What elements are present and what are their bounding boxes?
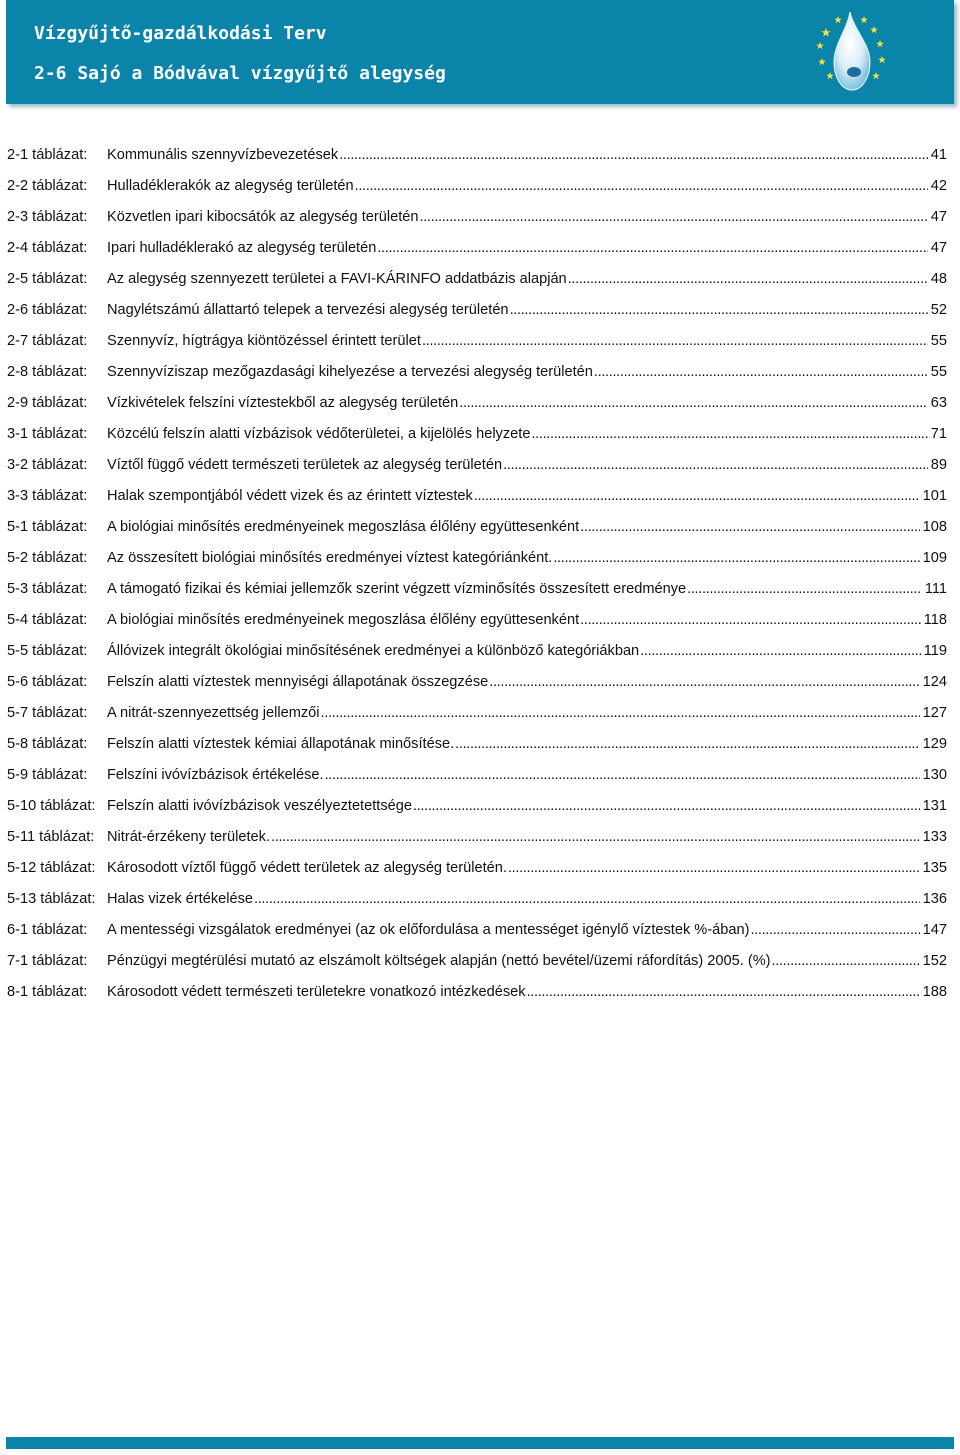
toc-entry-title-leader (107, 512, 947, 543)
toc-entry-label: 5-9 táblázat: (7, 767, 88, 783)
toc-entry-title: A nitrát-szennyezettség jellemzői (107, 698, 321, 729)
toc-entry-title-leader (107, 388, 947, 419)
toc-entry-label: 5-6 táblázat: (7, 674, 88, 690)
toc-entry[interactable] (7, 915, 947, 946)
document-title: Vízgyűjtő-gazdálkodási Terv (34, 23, 327, 44)
toc-entry-title-leader (107, 295, 947, 326)
toc-entry-label: 5-1 táblázat: (7, 519, 88, 535)
toc-entry-page-number: 111 (922, 574, 947, 605)
toc-entry-label: 5-12 táblázat: (7, 860, 96, 876)
toc-entry-title: Ipari hulladéklerakó az alegység területén (107, 233, 377, 264)
toc-entry-page-number: 118 (921, 605, 947, 636)
toc-entry-label: 2-4 táblázat: (7, 240, 88, 256)
toc-entry[interactable] (7, 171, 947, 202)
toc-entry-page-number: 109 (920, 543, 947, 574)
toc-entry[interactable] (7, 636, 947, 667)
toc-entry[interactable] (7, 481, 947, 512)
toc-entry-title: Az alegység szennyezett területei a FAVI-KÁRINFO addatbázis alapján (107, 264, 568, 295)
toc-entry-title: Víztől függő védett természeti területek az alegység területén (107, 450, 503, 481)
toc-entry-title-leader (107, 791, 947, 822)
toc-entry-title: Szennyvíz, hígtrágya kiöntözéssel érintett terület (107, 326, 422, 357)
toc-entry[interactable] (7, 202, 947, 233)
toc-entry-title: Kommunális szennyvízbevezetések (107, 140, 339, 171)
toc-entry[interactable] (7, 388, 947, 419)
toc-entry-label: 2-3 táblázat: (7, 209, 88, 225)
toc-entry-title-leader (107, 171, 947, 202)
toc-entry[interactable] (7, 450, 947, 481)
toc-entry[interactable] (7, 760, 947, 791)
toc-entry-page-number: 55 (928, 357, 947, 388)
toc-entry-title: A biológiai minősítés eredményeinek megoszlása élőlény együttesenként (107, 512, 580, 543)
toc-entry-title: Halas vizek értékelése (107, 884, 254, 915)
toc-entry-label: 2-8 táblázat: (7, 364, 88, 380)
toc-entry-title: Hulladéklerakók az alegység területén (107, 171, 355, 202)
toc-entry-label: 2-5 táblázat: (7, 271, 88, 287)
toc-entry-label: 3-2 táblázat: (7, 457, 88, 473)
toc-entry-title: A biológiai minősítés eredményeinek megoszlása élőlény együttesenként (107, 605, 580, 636)
toc-entry-page-number: 89 (928, 450, 947, 481)
toc-entry-title-leader (107, 636, 947, 667)
toc-entry-title: Felszín alatti víztestek kémiai állapotának minősítése. (107, 729, 455, 760)
toc-entry-page-number: 136 (920, 884, 947, 915)
toc-entry[interactable] (7, 543, 947, 574)
toc-entry-label: 5-11 táblázat: (7, 829, 95, 845)
toc-entry-page-number: 71 (928, 419, 947, 450)
toc-entry-page-number: 129 (920, 729, 947, 760)
toc-entry-page-number: 48 (928, 264, 947, 295)
toc-entry-label: 5-2 táblázat: (7, 550, 88, 566)
toc-entry[interactable] (7, 667, 947, 698)
toc-entry-title: Felszín alatti ivóvízbázisok veszélyeztetettsége (107, 791, 413, 822)
toc-entry-title: Az összesített biológiai minősítés eredményei víztest kategóriánként. (107, 543, 553, 574)
toc-entry-title: Állóvizek integrált ökológiai minősítésének eredményei a különböző kategóriákban (107, 636, 640, 667)
toc-entry-title: Közvetlen ipari kibocsátók az alegység területén (107, 202, 420, 233)
toc-entry-page-number: 152 (920, 946, 947, 977)
toc-entry-title-leader (107, 884, 947, 915)
toc-entry-title-leader (107, 357, 947, 388)
toc-entry-label: 2-2 táblázat: (7, 178, 88, 194)
toc-entry[interactable] (7, 295, 947, 326)
toc-entry-title-leader (107, 264, 947, 295)
toc-entry-label: 7-1 táblázat: (7, 953, 88, 969)
toc-entry-title-leader (107, 419, 947, 450)
toc-entry-label: 2-7 táblázat: (7, 333, 88, 349)
toc-entry-title-leader (107, 326, 947, 357)
toc-entry-page-number: 188 (920, 977, 947, 1008)
toc-entry[interactable] (7, 853, 947, 884)
toc-entry-title: Pénzügyi megtérülési mutató az elszámolt költségek alapján (nettó bevétel/üzemi ráfordítás) 2005. (%) (107, 946, 772, 977)
toc-entry-title: Szennyvíziszap mezőgazdasági kihelyezése a tervezési alegység területén (107, 357, 594, 388)
toc-entry-label: 5-8 táblázat: (7, 736, 88, 752)
toc-entry-title: Károsodott védett természeti területekre vonatkozó intézkedések (107, 977, 527, 1008)
toc-entry[interactable] (7, 698, 947, 729)
toc-entry-page-number: 63 (928, 388, 947, 419)
toc-entry-label: 5-7 táblázat: (7, 705, 88, 721)
toc-entry-title: Vízkivételek felszíni víztestekből az alegység területén (107, 388, 459, 419)
table-of-tables (7, 140, 947, 1008)
toc-entry[interactable] (7, 729, 947, 760)
toc-entry[interactable] (7, 822, 947, 853)
toc-entry-title: A mentességi vizsgálatok eredményei (az ok előfordulása a mentességet igénylő víztestek %-ában) (107, 915, 750, 946)
toc-entry-page-number: 119 (921, 636, 947, 667)
toc-entry-label: 8-1 táblázat: (7, 984, 88, 1000)
toc-entry-title: Nagylétszámú állattartó telepek a tervezési alegység területén (107, 295, 510, 326)
toc-entry-page-number: 55 (928, 326, 947, 357)
toc-entry-title-leader (107, 481, 947, 512)
toc-entry-title-leader (107, 698, 947, 729)
toc-entry-title-leader (107, 233, 947, 264)
toc-entry[interactable] (7, 419, 947, 450)
toc-entry-title: Felszín alatti víztestek mennyiségi állapotának összegzése (107, 667, 489, 698)
toc-entry[interactable] (7, 140, 947, 171)
toc-entry-page-number: 47 (928, 202, 947, 233)
toc-entry-page-number: 131 (920, 791, 947, 822)
toc-entry[interactable] (7, 605, 947, 636)
toc-entry-title-leader (107, 605, 947, 636)
toc-entry-label: 5-13 táblázat: (7, 891, 96, 907)
toc-entry-label: 5-5 táblázat: (7, 643, 88, 659)
toc-entry-page-number: 101 (920, 481, 947, 512)
toc-entry-page-number: 135 (920, 853, 947, 884)
toc-entry-title-leader (107, 822, 947, 853)
toc-entry-label: 2-6 táblázat: (7, 302, 88, 318)
toc-entry-title-leader (107, 667, 947, 698)
toc-entry[interactable] (7, 946, 947, 977)
toc-entry-title: Felszíni ivóvízbázisok értékelése. (107, 760, 325, 791)
toc-entry-page-number: 52 (928, 295, 947, 326)
toc-entry-label: 5-4 táblázat: (7, 612, 88, 628)
toc-entry-title: Halak szempontjából védett vizek és az érintett víztestek (107, 481, 474, 512)
toc-entry[interactable] (7, 326, 947, 357)
toc-entry-title-leader (107, 946, 947, 977)
toc-entry-label: 5-3 táblázat: (7, 581, 88, 597)
toc-entry-title-leader (107, 140, 947, 171)
document-subtitle: 2-6 Sajó a Bódvával vízgyűjtő alegység (34, 63, 446, 84)
toc-entry[interactable] (7, 233, 947, 264)
toc-entry-title: A támogató fizikai és kémiai jellemzők szerint végzett vízminősítés összesített eredménye (107, 574, 687, 605)
toc-entry-label: 2-1 táblázat: (7, 147, 88, 163)
toc-entry[interactable] (7, 977, 947, 1008)
toc-entry-title-leader (107, 543, 947, 574)
toc-entry-page-number: 41 (928, 140, 947, 171)
toc-entry-page-number: 47 (928, 233, 947, 264)
toc-entry-title-leader (107, 450, 947, 481)
toc-entry-page-number: 108 (920, 512, 947, 543)
toc-entry-title: Károsodott víztől függő védett területek az alegység területén. (107, 853, 508, 884)
toc-entry-title-leader (107, 853, 947, 884)
toc-entry[interactable] (7, 357, 947, 388)
toc-entry[interactable] (7, 791, 947, 822)
toc-entry-title-leader (107, 760, 947, 791)
toc-entry-label: 3-1 táblázat: (7, 426, 88, 442)
toc-entry-page-number: 147 (920, 915, 947, 946)
toc-entry[interactable] (7, 884, 947, 915)
footer-band (6, 1437, 954, 1449)
toc-entry-page-number: 127 (920, 698, 947, 729)
toc-entry[interactable] (7, 512, 947, 543)
toc-entry-title-leader (107, 202, 947, 233)
water-drop-eu-stars-icon (814, 6, 938, 98)
toc-entry[interactable] (7, 574, 947, 605)
toc-entry-label: 6-1 táblázat: (7, 922, 88, 938)
toc-entry-label: 5-10 táblázat: (7, 798, 96, 814)
toc-entry-label: 2-9 táblázat: (7, 395, 88, 411)
document-header-band (6, 0, 954, 104)
toc-entry-page-number: 42 (928, 171, 947, 202)
toc-entry-title: Közcélú felszín alatti vízbázisok védőterületei, a kijelölés helyzete (107, 419, 531, 450)
toc-entry-title-leader (107, 729, 947, 760)
toc-entry-title: Nitrát-érzékeny területek. (107, 822, 271, 853)
toc-entry-page-number: 130 (920, 760, 947, 791)
toc-entry-label: 3-3 táblázat: (7, 488, 88, 504)
toc-entry-title-leader (107, 574, 947, 605)
toc-entry-title-leader (107, 915, 947, 946)
toc-entry[interactable] (7, 264, 947, 295)
toc-entry-page-number: 133 (920, 822, 947, 853)
toc-entry-title-leader (107, 977, 947, 1008)
toc-entry-page-number: 124 (920, 667, 947, 698)
